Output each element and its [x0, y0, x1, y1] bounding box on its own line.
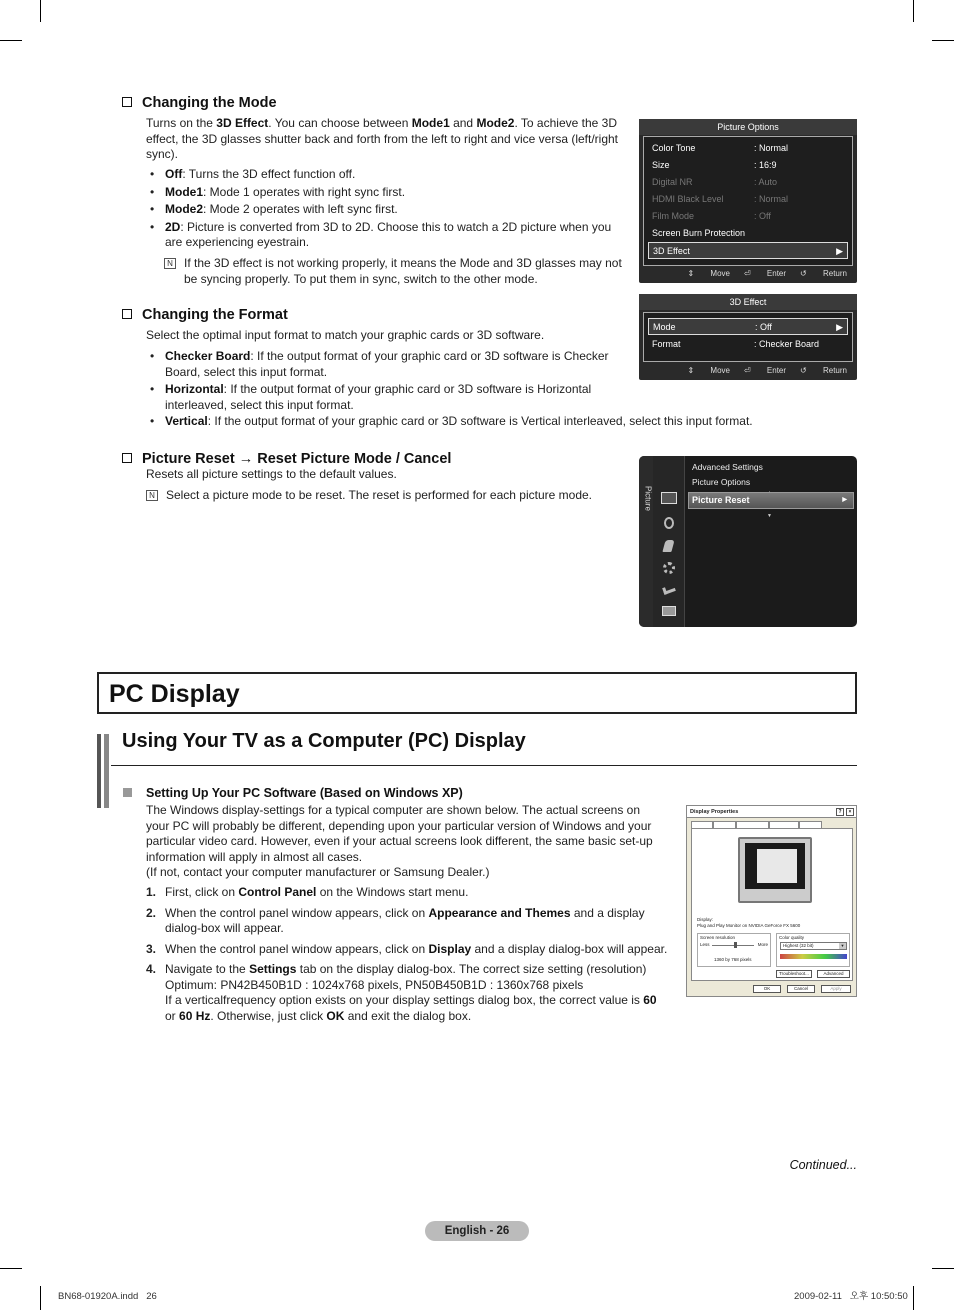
slider-handle[interactable] [734, 942, 737, 948]
troubleshoot-button[interactable]: Troubleshoot... [776, 970, 812, 978]
page-number: English - 26 [425, 1221, 529, 1241]
osd-picture-menu [639, 456, 857, 627]
color-select[interactable]: Highest (32 bit) ▼ [780, 942, 847, 950]
apply-button[interactable]: Apply [821, 985, 851, 993]
picture-icon[interactable] [661, 492, 677, 504]
osd-panel [643, 136, 853, 266]
reset-note: N Select a picture mode to be reset. The reset is performed for each picture mode. [146, 488, 632, 504]
menu-item[interactable]: Advanced Settings [692, 462, 763, 472]
enter-icon: ⏎ Enter [743, 365, 787, 375]
less-label: Less [700, 942, 710, 947]
decorative-bar [97, 734, 101, 808]
monitor-icon [738, 837, 812, 903]
pc-display-banner [97, 672, 857, 714]
note-icon: N [164, 258, 176, 269]
list-item: • Off: Turns the 3D effect function off. [146, 167, 630, 183]
display-properties-dialog [686, 805, 857, 997]
page-title: PC Display [109, 680, 240, 708]
steps-list [146, 885, 668, 1029]
file-info: BN68-01920A.indd 26 [58, 1291, 157, 1302]
list-item: • Vertical: If the output format of your graphic card or 3D software is Vertical interleaved, select this input format. [146, 414, 806, 430]
section-heading-format: Changing the Format [122, 306, 288, 324]
menu-item[interactable]: Picture Options [692, 477, 751, 487]
setup-text-2: (If not, contact your computer manufacturer or Samsung Dealer.) [146, 865, 490, 879]
osd-row[interactable]: Color Tone : Normal [652, 143, 789, 153]
resolution-label: Screen resolution [700, 935, 736, 940]
screen-window [757, 849, 797, 883]
continued-label: Continued... [789, 1158, 857, 1172]
setup-heading: Setting Up Your PC Software (Based on Windows XP) [146, 786, 463, 800]
right-arrow-icon: ▶ [842, 497, 847, 503]
right-arrow-icon: ▶ [836, 322, 843, 332]
format-bullet-list-2 [146, 414, 806, 432]
dialog-body [691, 828, 853, 981]
osd-icon-column [653, 456, 685, 627]
osd-3d-effect [639, 294, 857, 380]
section-title: Using Your TV as a Computer (PC) Display [122, 730, 526, 752]
osd-row: HDMI Black Level : Normal [652, 194, 789, 204]
list-item: • Mode2: Mode 2 operates with left sync first. [146, 202, 630, 218]
section-heading-mode: Changing the Mode [122, 94, 277, 112]
date-info: 2009-02-11 오후 10:50:50 [794, 1291, 908, 1302]
resolution-slider[interactable] [712, 945, 754, 946]
setup-text: The Windows display-settings for a typical computer are shown below. The actual screens on your PC will probably be different, depending upon your particular version of Windows and your particular video card. However, even if your actual screens look different, the same basic set-up information will apply in almost all cases. [146, 803, 653, 864]
osd-footer [673, 363, 847, 379]
crop-mark [913, 0, 914, 22]
enter-icon: ⏎ Enter [743, 268, 787, 278]
crop-mark [0, 1268, 22, 1269]
return-icon: ↺ Return [800, 268, 847, 278]
osd-row-selected[interactable]: Mode : Off ▶ [648, 318, 848, 335]
menu-item-selected[interactable]: Picture Reset ▶ [688, 492, 854, 509]
more-label: More [757, 942, 768, 947]
osd-side-strip [639, 456, 653, 627]
checkbox-icon [122, 453, 132, 463]
move-icon: ⇕ Move [687, 268, 730, 278]
note-icon: N [146, 490, 158, 501]
divider [111, 765, 857, 766]
osd-footer [673, 266, 847, 282]
resolution-group [697, 933, 771, 967]
display-value: Plug and Play Monitor on NVIDIA GeForce FX 5600 [697, 923, 801, 928]
osd-title: 3D Effect [639, 294, 857, 310]
mode-note: N If the 3D effect is not working properly, it means the Mode and 3D glasses may not be syncing properly. To put them in sync, switch to the other mode. [164, 256, 632, 287]
chevron-down-icon: ▼ [840, 943, 845, 948]
move-icon: ⇕ Move [687, 365, 730, 375]
list-item: 3. When the control panel window appears, click on Display and a display dialog-box will appear. [146, 941, 668, 956]
osd-row[interactable]: Size : 16:9 [652, 160, 777, 170]
osd-row: Film Mode : Off [652, 211, 771, 221]
square-bullet-icon [123, 788, 132, 797]
advanced-button[interactable]: Advanced [817, 970, 850, 978]
list-item: 2. When the control panel window appears, click on Appearance and Themes and a display dialog-box will appear. [146, 905, 645, 935]
crop-mark [0, 40, 22, 41]
decorative-bar [104, 734, 109, 808]
list-item: • 2D: Picture is converted from 3D to 2D. Choose this to watch a 2D picture when you are experiencing eyestrain. [146, 220, 630, 251]
crop-mark [40, 1286, 41, 1310]
osd-row[interactable]: Format : Checker Board [652, 339, 820, 349]
checkbox-icon [122, 309, 132, 319]
crop-mark [932, 1268, 954, 1269]
list-item: • Mode1: Mode 1 operates with right sync first. [146, 185, 630, 201]
checkbox-icon [122, 97, 132, 107]
osd-row[interactable]: Screen Burn Protection [652, 228, 746, 238]
dialog-titlebar: Display Properties ? × [687, 806, 856, 818]
gear-icon[interactable] [663, 562, 675, 574]
channel-icon[interactable] [662, 540, 674, 552]
mode-bullet-list [146, 167, 630, 253]
cancel-button[interactable]: Cancel [787, 985, 815, 993]
help-icon[interactable]: ? [836, 808, 844, 816]
osd-menu-items [692, 460, 763, 490]
color-label: Color quality [779, 935, 805, 940]
crop-mark [932, 40, 954, 41]
osd-row: Digital NR : Auto [652, 177, 778, 187]
display-label: Display: [697, 917, 714, 922]
mode-intro: Turns on the 3D Effect. You can choose between Mode1 and Mode2. To achieve the 3D effect, the 3D glasses shutter back and forth from the left to right and vice versa (left/right sync). [146, 116, 619, 161]
osd-picture-options [639, 119, 857, 283]
crop-mark [913, 1286, 914, 1310]
input-icon[interactable] [662, 584, 676, 595]
reset-intro: Resets all picture settings to the default values. [146, 467, 397, 481]
ok-button[interactable]: OK [753, 985, 781, 993]
osd-title: Picture Options [639, 119, 857, 135]
osd-side-label: Picture [643, 486, 653, 511]
return-icon: ↺ Return [800, 365, 847, 375]
list-item: 4. Navigate to the Settings tab on the display dialog-box. The correct size setting (resolution) Optimum: PN42B450B1D : 1024x768 pixels, PN50B450B1D : 1360x768 pixels If a verticalfrequency option exists on your display settings dialog box, the correct value is 60 or 60 Hz. Otherwise, just click OK and exit the dialog box. [146, 962, 657, 1023]
format-bullet-list [146, 349, 630, 415]
list-item: • Checker Board: If the output format of your graphic card or 3D software is Checker Board, select this input format. [146, 349, 630, 380]
close-icon[interactable]: × [846, 808, 854, 816]
resolution-value: 1360 by 768 pixels [714, 957, 752, 962]
color-group [776, 933, 850, 967]
color-bar [780, 954, 847, 959]
osd-row-selected[interactable]: 3D Effect ▶ [648, 242, 848, 259]
application-icon[interactable] [662, 606, 676, 616]
monitor-screen [745, 843, 805, 889]
osd-panel [643, 312, 853, 362]
list-item: 1. First, click on Control Panel on the Windows start menu. [146, 885, 469, 899]
down-arrow-icon: ▼ [767, 513, 772, 519]
sound-icon[interactable] [664, 517, 674, 529]
crop-mark [40, 0, 41, 22]
right-arrow-icon: ▶ [836, 246, 843, 256]
section-heading-reset: Picture Reset → Reset Picture Mode / Cancel [122, 450, 451, 468]
format-intro: Select the optimal input format to match your graphic cards or 3D software. [146, 328, 545, 342]
list-item: • Horizontal: If the output format of your graphic card or 3D software is Horizontal interleaved, select this input format. [146, 382, 630, 413]
